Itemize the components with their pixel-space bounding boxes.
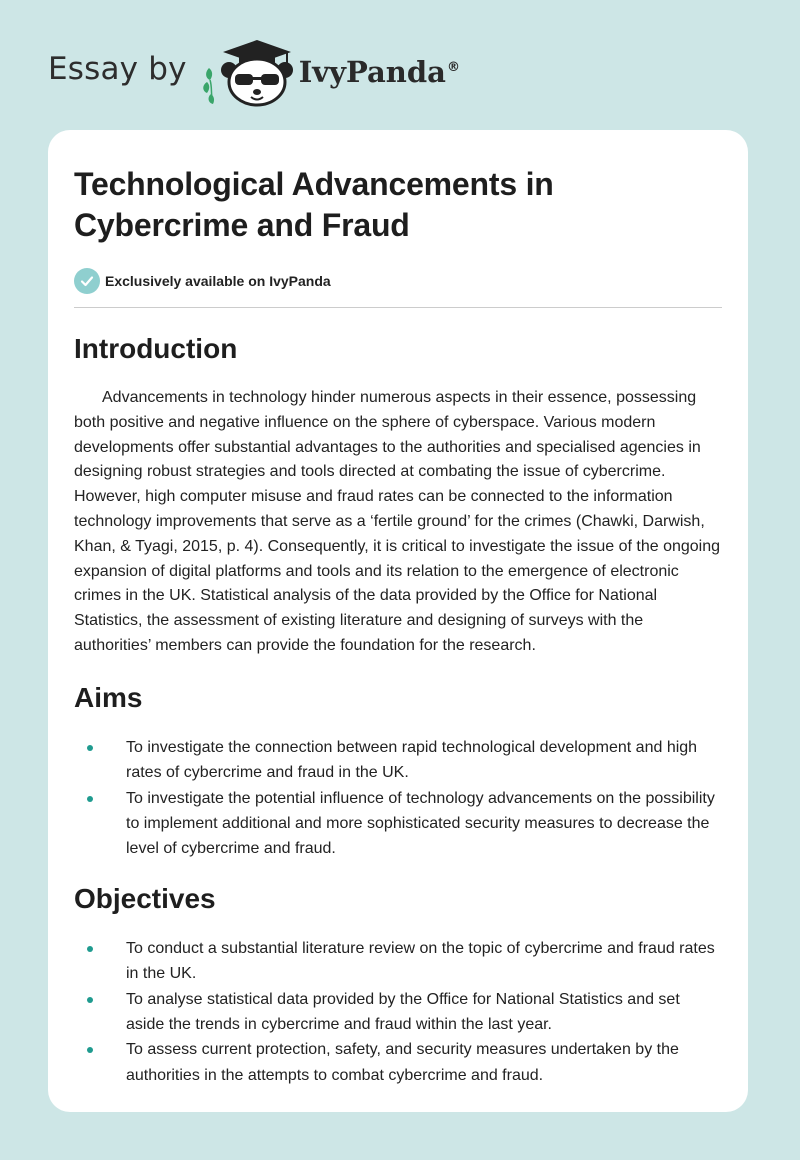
brand-header — [48, 36, 460, 108]
aims-list — [74, 735, 722, 862]
bullet-dot-icon — [87, 745, 93, 751]
bullet-dot-icon — [87, 1047, 93, 1053]
divider — [74, 307, 722, 308]
exclusive-badge — [74, 268, 722, 294]
list-item: To assess current protection, safety, and security measures undertaken by the authorities in the attempts to combat cybercrime and fraud. — [74, 1037, 722, 1088]
check-icon — [74, 268, 100, 294]
list-item: To conduct a substantial literature review on the topic of cybercrime and fraud rates in the UK. — [74, 936, 722, 987]
essay-card — [48, 130, 748, 1112]
objectives-heading: Objectives — [74, 882, 216, 914]
introduction-heading: Introduction — [74, 333, 238, 364]
introduction-paragraph: Advancements in technology hinder numerous aspects in their essence, possessing both positive and negative influence on the sphere of cyberspace. Various modern developments offer substantial advantages to the authorities and specialised agencies in designing robust strategies and tools directed at combating the issue of cybercrime. However, high computer misuse and fraud rates can be connected to the information technology improvements that serve as a ‘fertile ground’ for the crimes (Chawki, Darwish, Khan, & Tyagi, 2015, p. 4). Consequently, it is critical to investigate the issue of the ongoing expansion of digital platforms and tools and its relation to the emergence of electronic crimes in the UK. Statistical analysis of the data provided by the Office for National Statistics, the assessment of existing literature and designing of surveys with the authorities’ members can provide the foundation for the research. — [74, 389, 721, 654]
exclusive-label: Exclusively available on IvyPanda — [105, 273, 331, 289]
bullet-dot-icon — [87, 997, 93, 1003]
panda-logo-icon[interactable] — [201, 36, 297, 108]
list-item: To analyse statistical data provided by the Office for National Statistics and set aside the trends in cybercrime and fraud within the last year. — [74, 987, 722, 1038]
list-item: To investigate the connection between rapid technological development and high rates of cybercrime and fraud in the UK. — [74, 735, 722, 786]
list-item: To investigate the potential influence of technology advancements on the possibility to implement additional and more sophisticated security measures to decrease the level of cybercrime and fraud. — [74, 786, 722, 862]
objectives-list — [74, 936, 722, 1088]
brand-prefix: Essay by — [48, 51, 187, 87]
registered-mark: ® — [446, 60, 460, 76]
essay-title: Technological Advancements in Cybercrime and Fraud — [74, 166, 554, 243]
bullet-dot-icon — [87, 796, 93, 802]
aims-heading: Aims — [74, 681, 143, 713]
bullet-dot-icon — [87, 946, 93, 952]
brand-name[interactable]: IvyPanda® — [298, 55, 460, 89]
